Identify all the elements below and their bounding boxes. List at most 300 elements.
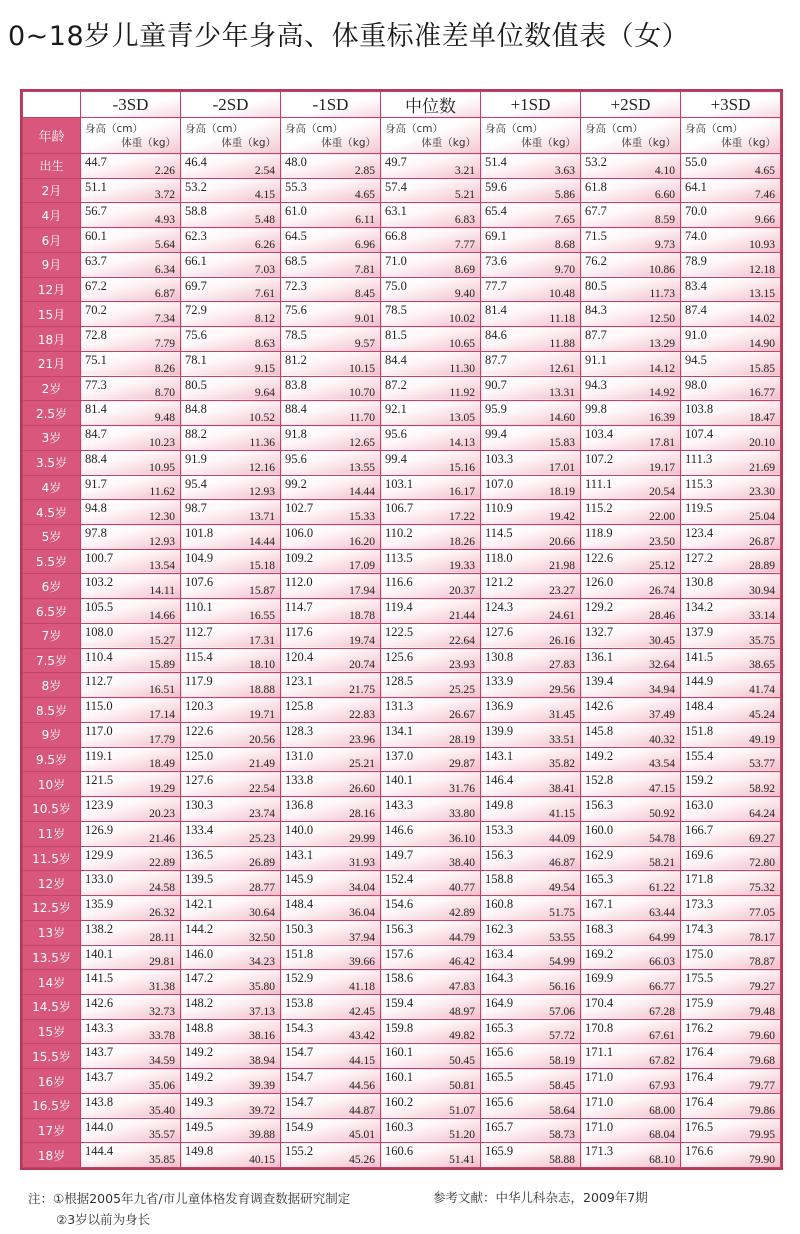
age-cell: 11岁 [23,821,81,846]
height-value: 162.9 [585,847,614,862]
value-cell [281,450,381,475]
weight-value: 26.89 [249,857,275,870]
value-cell [181,698,281,723]
weight-value: 33.14 [749,609,775,622]
weight-value: 26.87 [749,535,775,548]
weight-value: 46.42 [449,956,475,969]
height-value: 159.2 [685,773,714,788]
weight-value: 5.21 [454,189,475,202]
weight-value: 38.41 [549,783,575,796]
height-value: 91.1 [585,352,607,367]
height-value: 105.5 [85,600,114,615]
height-value: 144.9 [685,674,714,689]
height-value: 127.6 [185,773,214,788]
value-cell [81,1044,181,1069]
weight-value: 64.24 [749,807,775,820]
weight-value: 20.66 [549,535,575,548]
height-unit-label: 身高（cm） [385,123,444,135]
value-cell [581,401,681,426]
weight-value: 42.45 [349,1005,375,1018]
table-row [23,450,781,475]
height-value: 125.0 [185,748,214,763]
height-value: 137.0 [385,748,414,763]
weight-value: 11.36 [249,436,275,449]
weight-value: 36.10 [449,832,475,845]
weight-value: 9.15 [254,362,275,375]
value-cell [281,896,381,921]
weight-value: 4.15 [254,189,275,202]
height-value: 87.4 [685,303,707,318]
value-cell [281,970,381,995]
height-value: 160.2 [385,1094,414,1109]
value-cell [381,401,481,426]
height-value: 92.1 [385,402,407,417]
weight-value: 21.44 [449,609,475,622]
weight-value: 21.69 [749,461,775,474]
weight-value: 79.86 [749,1104,775,1117]
height-value: 174.3 [685,921,714,936]
value-cell [381,450,481,475]
value-cell [81,1093,181,1118]
value-cell [581,1069,681,1094]
reference-note: 参考文献：中华儿科杂志，2009年7期 [433,1190,648,1205]
weight-value: 19.71 [249,708,275,721]
height-value: 160.1 [385,1070,414,1085]
value-cell [581,178,681,203]
value-cell [581,821,681,846]
value-cell [181,797,281,822]
height-value: 171.0 [585,1119,614,1134]
value-cell [681,327,781,352]
height-value: 139.4 [585,674,614,689]
weight-value: 30.94 [749,585,775,598]
height-value: 75.6 [285,303,307,318]
weight-value: 58.73 [549,1129,575,1142]
value-cell [581,673,681,698]
value-cell [481,945,581,970]
weight-value: 35.40 [149,1104,175,1117]
weight-value: 35.57 [149,1129,175,1142]
height-value: 90.7 [485,377,507,392]
value-cell [381,1118,481,1143]
age-cell: 18岁 [23,1143,81,1168]
weight-value: 14.90 [749,337,775,350]
weight-value: 72.80 [749,857,775,870]
value-cell [181,1118,281,1143]
weight-value: 17.09 [349,560,375,573]
value-cell [181,871,281,896]
col-header-plus2sd: +2SD [581,92,681,118]
weight-value: 8.69 [454,263,475,276]
table-row [23,1044,781,1069]
height-unit-label: 身高（cm） [285,123,344,135]
height-value: 106.0 [285,526,314,541]
weight-value: 58.21 [649,857,675,870]
weight-value: 10.95 [149,461,175,474]
height-value: 126.9 [85,822,114,837]
weight-value: 10.86 [649,263,675,276]
height-value: 144.4 [85,1144,114,1159]
age-cell: 7岁 [23,623,81,648]
height-value: 134.2 [685,600,714,615]
height-value: 122.6 [185,723,214,738]
value-cell [81,203,181,228]
age-cell: 17岁 [23,1118,81,1143]
weight-value: 11.30 [449,362,475,375]
weight-value: 18.47 [749,412,775,425]
height-value: 143.7 [85,1045,114,1060]
height-value: 118.0 [485,550,513,565]
weight-value: 32.64 [649,659,675,672]
height-value: 116.6 [385,575,413,590]
age-cell: 13.5岁 [23,945,81,970]
height-unit-label: 身高（cm） [85,123,144,135]
height-value: 131.3 [385,699,414,714]
weight-value: 35.85 [149,1154,175,1167]
height-value: 163.4 [485,946,514,961]
value-cell [681,871,781,896]
height-value: 148.4 [285,897,314,912]
weight-value: 26.60 [349,783,375,796]
height-value: 176.6 [685,1144,714,1159]
height-value: 99.4 [385,451,407,466]
height-value: 145.8 [585,723,614,738]
weight-value: 3.72 [154,189,175,202]
weight-value: 67.93 [649,1079,675,1092]
height-value: 133.8 [285,773,314,788]
weight-value: 79.77 [749,1079,775,1092]
weight-value: 79.90 [749,1154,775,1167]
height-value: 165.9 [485,1144,514,1159]
height-value: 128.5 [385,674,414,689]
height-value: 165.5 [485,1070,514,1085]
value-cell [381,549,481,574]
height-value: 56.7 [85,204,107,219]
height-value: 80.5 [185,377,207,392]
weight-value: 45.01 [349,1129,375,1142]
value-cell [281,351,381,376]
weight-value: 18.19 [549,486,575,499]
age-cell: 12.5岁 [23,896,81,921]
height-value: 107.0 [485,476,514,491]
value-cell [681,698,781,723]
height-value: 132.7 [585,624,614,639]
value-cell [281,698,381,723]
value-cell [181,351,281,376]
weight-value: 63.44 [649,906,675,919]
value-cell [581,871,681,896]
value-cell [681,203,781,228]
value-cell [681,673,781,698]
height-value: 160.1 [385,1045,414,1060]
height-value: 94.8 [85,501,107,516]
weight-value: 6.87 [154,288,175,301]
value-cell [381,302,481,327]
height-value: 155.2 [285,1144,314,1159]
table-row [23,1069,781,1094]
table-row [23,1118,781,1143]
value-cell [481,1143,581,1168]
weight-value: 10.48 [549,288,575,301]
height-value: 136.1 [585,649,614,664]
height-value: 102.7 [285,501,314,516]
weight-value: 39.72 [249,1104,275,1117]
weight-value: 19.33 [449,560,475,573]
age-cell: 8.5岁 [23,698,81,723]
weight-value: 41.15 [549,807,575,820]
height-value: 84.6 [485,328,507,343]
value-cell [381,574,481,599]
weight-value: 28.11 [149,931,175,944]
weight-unit-label: 体重（kg） [221,137,276,149]
weight-value: 12.16 [249,461,275,474]
weight-value: 34.04 [349,882,375,895]
height-value: 67.2 [85,278,107,293]
weight-value: 9.64 [254,387,275,400]
value-cell [181,722,281,747]
value-cell [381,252,481,277]
height-value: 176.5 [685,1119,714,1134]
weight-value: 31.76 [449,783,475,796]
age-cell: 9.5岁 [23,747,81,772]
growth-standard-table [20,89,783,1170]
age-cell: 15岁 [23,1019,81,1044]
table-row [23,648,781,673]
weight-value: 67.82 [649,1055,675,1068]
weight-value: 23.96 [349,733,375,746]
value-cell [81,475,181,500]
weight-value: 11.62 [149,486,175,499]
height-value: 72.9 [185,303,207,318]
height-value: 119.5 [685,501,713,516]
weight-value: 4.65 [754,164,775,177]
height-value: 127.6 [485,624,514,639]
height-value: 88.4 [285,402,307,417]
footnotes [28,1188,788,1230]
value-cell [281,797,381,822]
value-cell [81,747,181,772]
value-cell [681,1044,781,1069]
weight-value: 7.79 [154,337,175,350]
value-cell [481,698,581,723]
height-value: 44.7 [85,155,107,169]
height-value: 84.4 [385,352,407,367]
value-cell [181,772,281,797]
value-cell [381,376,481,401]
height-value: 114.7 [285,600,313,615]
value-cell [481,252,581,277]
value-cell [481,747,581,772]
height-value: 122.6 [585,550,614,565]
weight-value: 2.85 [354,164,375,177]
value-cell [181,228,281,253]
value-cell [381,970,481,995]
value-cell [181,970,281,995]
height-value: 67.7 [585,204,607,219]
weight-value: 25.12 [649,560,675,573]
table-row [23,1093,781,1118]
height-value: 63.7 [85,253,107,268]
value-cell [281,500,381,525]
height-value: 119.4 [385,600,413,615]
weight-value: 14.02 [749,313,775,326]
weight-value: 28.77 [249,882,275,895]
weight-value: 31.38 [149,980,175,993]
value-cell [281,203,381,228]
weight-value: 31.93 [349,857,375,870]
weight-value: 40.15 [249,1154,275,1167]
height-value: 152.8 [585,773,614,788]
height-value: 112.7 [85,674,113,689]
weight-value: 15.27 [149,634,175,647]
value-cell [181,252,281,277]
value-cell [81,178,181,203]
weight-value: 7.81 [354,263,375,276]
height-value: 125.6 [385,649,414,664]
value-cell [381,1093,481,1118]
value-cell [281,599,381,624]
value-cell [81,722,181,747]
value-cell [581,846,681,871]
table-row [23,846,781,871]
weight-value: 79.48 [749,1005,775,1018]
table-row [23,302,781,327]
value-cell [481,920,581,945]
value-cell [181,154,281,179]
height-value: 165.3 [585,872,614,887]
weight-value: 2.54 [254,164,275,177]
height-value: 76.2 [585,253,607,268]
table-row [23,351,781,376]
height-value: 64.1 [685,179,707,194]
value-cell [581,450,681,475]
value-cell [81,945,181,970]
weight-value: 20.54 [649,486,675,499]
weight-value: 33.80 [449,807,475,820]
weight-value: 19.29 [149,783,175,796]
weight-value: 57.06 [549,1005,575,1018]
height-value: 117.6 [285,624,313,639]
height-value: 165.3 [485,1020,514,1035]
unit-header-row [23,118,781,154]
weight-value: 44.87 [349,1104,375,1117]
value-cell [481,525,581,550]
height-value: 158.8 [485,872,514,887]
weight-value: 16.77 [749,387,775,400]
value-cell [481,228,581,253]
weight-value: 20.23 [149,807,175,820]
height-value: 141.5 [85,971,114,986]
height-value: 91.8 [285,427,307,442]
weight-value: 21.49 [249,758,275,771]
height-value: 73.6 [485,253,507,268]
unit-header-cell [581,118,681,154]
weight-value: 4.10 [654,164,675,177]
table-row [23,178,781,203]
value-cell [581,574,681,599]
height-value: 87.2 [385,377,407,392]
weight-value: 2.26 [154,164,175,177]
weight-value: 50.81 [449,1079,475,1092]
weight-value: 30.64 [249,906,275,919]
height-value: 125.8 [285,699,314,714]
weight-value: 66.77 [649,980,675,993]
height-value: 81.2 [285,352,307,367]
weight-value: 13.05 [449,412,475,425]
value-cell [181,178,281,203]
height-value: 61.0 [285,204,307,219]
weight-value: 19.74 [349,634,375,647]
height-value: 124.3 [485,600,514,615]
height-value: 176.4 [685,1094,714,1109]
weight-value: 15.33 [349,511,375,524]
weight-value: 56.16 [549,980,575,993]
weight-value: 14.13 [449,436,475,449]
weight-value: 35.82 [549,758,575,771]
height-value: 137.9 [685,624,714,639]
value-cell [81,797,181,822]
value-cell [281,401,381,426]
weight-value: 10.02 [449,313,475,326]
height-unit-label: 身高（cm） [685,123,744,135]
value-cell [281,920,381,945]
height-value: 168.3 [585,921,614,936]
weight-value: 5.64 [154,238,175,251]
weight-value: 21.46 [149,832,175,845]
height-value: 69.7 [185,278,207,293]
height-value: 107.4 [685,427,714,442]
height-value: 130.3 [185,798,214,813]
value-cell [581,525,681,550]
age-cell: 3.5岁 [23,450,81,475]
weight-value: 67.61 [649,1030,675,1043]
value-cell [281,1093,381,1118]
table-row [23,698,781,723]
weight-value: 17.94 [349,585,375,598]
value-cell [281,722,381,747]
weight-value: 37.94 [349,931,375,944]
table-row [23,500,781,525]
weight-unit-label: 体重（kg） [121,137,176,149]
weight-value: 25.04 [749,511,775,524]
value-cell [681,277,781,302]
weight-value: 7.65 [554,214,575,227]
weight-value: 49.82 [449,1030,475,1043]
height-value: 55.0 [685,155,707,169]
value-cell [181,376,281,401]
height-value: 77.7 [485,278,507,293]
value-cell [281,648,381,673]
weight-value: 79.68 [749,1055,775,1068]
value-cell [481,154,581,179]
weight-value: 32.50 [249,931,275,944]
height-value: 109.2 [285,550,314,565]
weight-value: 79.95 [749,1129,775,1142]
value-cell [81,549,181,574]
weight-value: 9.57 [354,337,375,350]
weight-value: 23.30 [749,486,775,499]
weight-value: 9.66 [754,214,775,227]
height-value: 58.8 [185,204,207,219]
value-cell [581,599,681,624]
height-value: 83.4 [685,278,707,293]
weight-value: 51.41 [449,1154,475,1167]
height-value: 111.3 [685,451,713,466]
note-2: ②3岁以前为身长 [56,1212,151,1227]
value-cell [281,277,381,302]
height-value: 126.0 [585,575,614,590]
weight-value: 15.87 [249,585,275,598]
